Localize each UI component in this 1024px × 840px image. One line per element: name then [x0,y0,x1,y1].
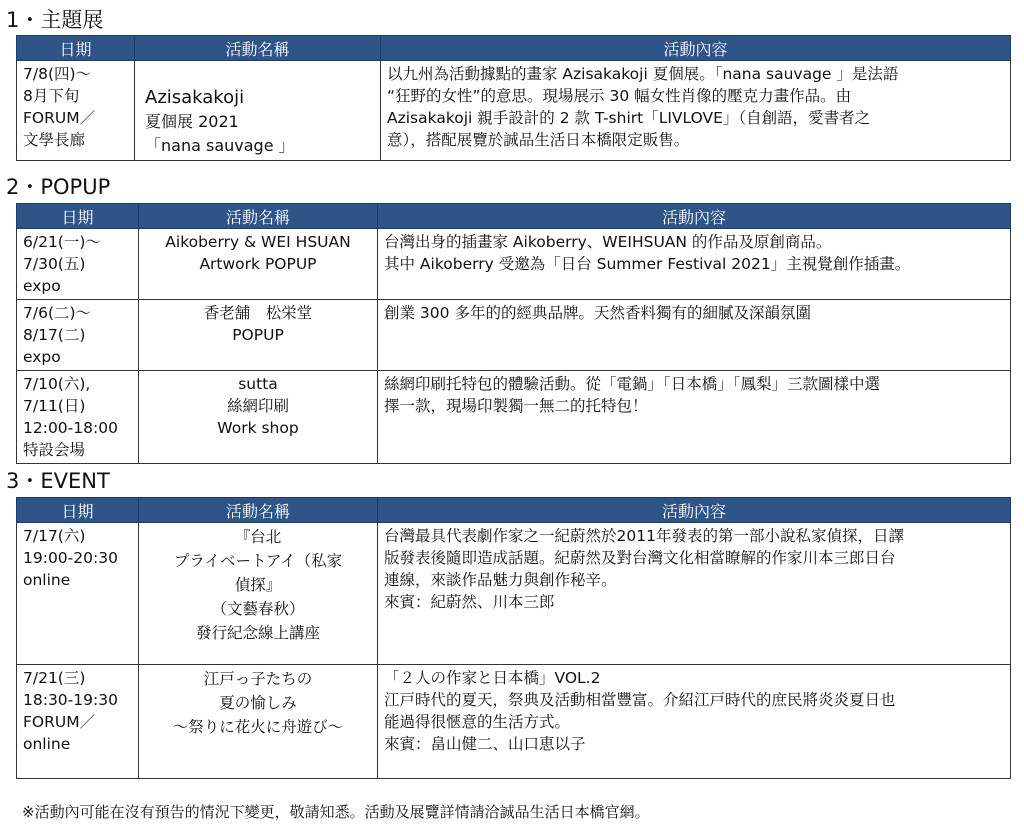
table-row [17,61,1011,161]
table-row [17,229,1011,300]
content-cell: 以九州為活動據點的畫家 Azisakakoji 夏個展。「nana sauvage 」是法語 “狂野的女性”的意思。現場展示 30 幅女性肖像的壓克力畫作品。由 Azisakakoji 親手設計的 2 款 T-shirt「LIVLOVE」（自創語，愛書者之 意），搭配展覽於誠品生活日本橋限定販售。 [381,61,1011,161]
section-title-exhibition: 1・主題展 [6,8,104,32]
content-cell: 台灣出身的插畫家 Aikoberry、WEIHSUAN 的作品及原創商品。 其中 Aikoberry 受邀為「日台 Summer Festival 2021」主視覺創作插畫。 [378,229,1011,300]
table-row [17,371,1011,464]
footnote: ※活動內可能在沒有預告的情況下變更，敬請知悉。活動及展覽詳情請洽誠品生活日本橋官網。 [22,803,650,821]
content-cell: 台灣最具代表劇作家之一紀蔚然於2011年發表的第一部小說私家偵探，日譯 版發表後隨即造成話題。紀蔚然及對台灣文化相當瞭解的作家川本三郎日台 連線，來談作品魅力與創作秘辛。 來賓：紀蔚然、川本三郎 [378,523,1011,665]
content-cell: 「２人の作家と日本橋」VOL.2 江戸時代的夏天，祭典及活動相當豐富。介紹江戸時代的庶民將炎炎夏日也 能過得很愜意的生活方式。 來賓：畠山健二、山口恵以子 [378,665,1011,779]
popup-table [16,203,1011,464]
event-name-cell: 江戸っ子たちの 夏の愉しみ 〜祭りに花火に舟遊び〜 [139,665,378,779]
exhibition-table [16,35,1011,161]
section-title-event: 3・EVENT [6,469,110,493]
header-name: 活動名稱 [139,498,378,523]
table-header-row [17,36,1011,61]
date-cell: 7/21(三) 18:30-19:30 FORUM／ online [17,665,139,779]
table-row [17,523,1011,665]
content-cell: 創業 300 多年的的經典品牌。天然香料獨有的細膩及深韻氛圍 [378,300,1011,371]
header-date: 日期 [17,204,139,229]
table-header-row [17,204,1011,229]
content-cell: 絲網印刷托特包的體驗活動。從「電鍋」「日本橋」「鳳梨」三款圖樣中選 擇一款，現場印製獨一無二的托特包！ [378,371,1011,464]
table-header-row [17,498,1011,523]
header-content: 活動內容 [381,36,1011,61]
date-cell: 7/10(六), 7/11(日) 12:00-18:00 特設会場 [17,371,139,464]
header-date: 日期 [17,498,139,523]
event-name-cell: Aikoberry & WEI HSUAN Artwork POPUP [139,229,378,300]
date-cell: 6/21(一)～ 7/30(五) expo [17,229,139,300]
header-name: 活動名稱 [135,36,381,61]
date-cell: 7/17(六) 19:00-20:30 online [17,523,139,665]
table-row [17,300,1011,371]
event-name-cell: sutta 絲網印刷 Work shop [139,371,378,464]
event-name-cell: 香老舗 松栄堂 POPUP [139,300,378,371]
date-cell: 7/6(二)～ 8/17(二) expo [17,300,139,371]
header-date: 日期 [17,36,135,61]
header-content: 活動內容 [378,498,1011,523]
event-table [16,497,1011,779]
header-name: 活動名稱 [139,204,378,229]
event-name-cell: 『台北 プライベートアイ（私家 偵探』 （文藝春秋） 發行紀念線上講座 [139,523,378,665]
table-row [17,665,1011,779]
header-content: 活動內容 [378,204,1011,229]
event-name-cell: Azisakakoji 夏個展 2021 「nana sauvage 」 [135,61,381,161]
date-cell: 7/8(四)～ 8月下旬 FORUM／ 文學長廊 [17,61,135,161]
section-title-popup: 2・POPUP [6,175,111,199]
